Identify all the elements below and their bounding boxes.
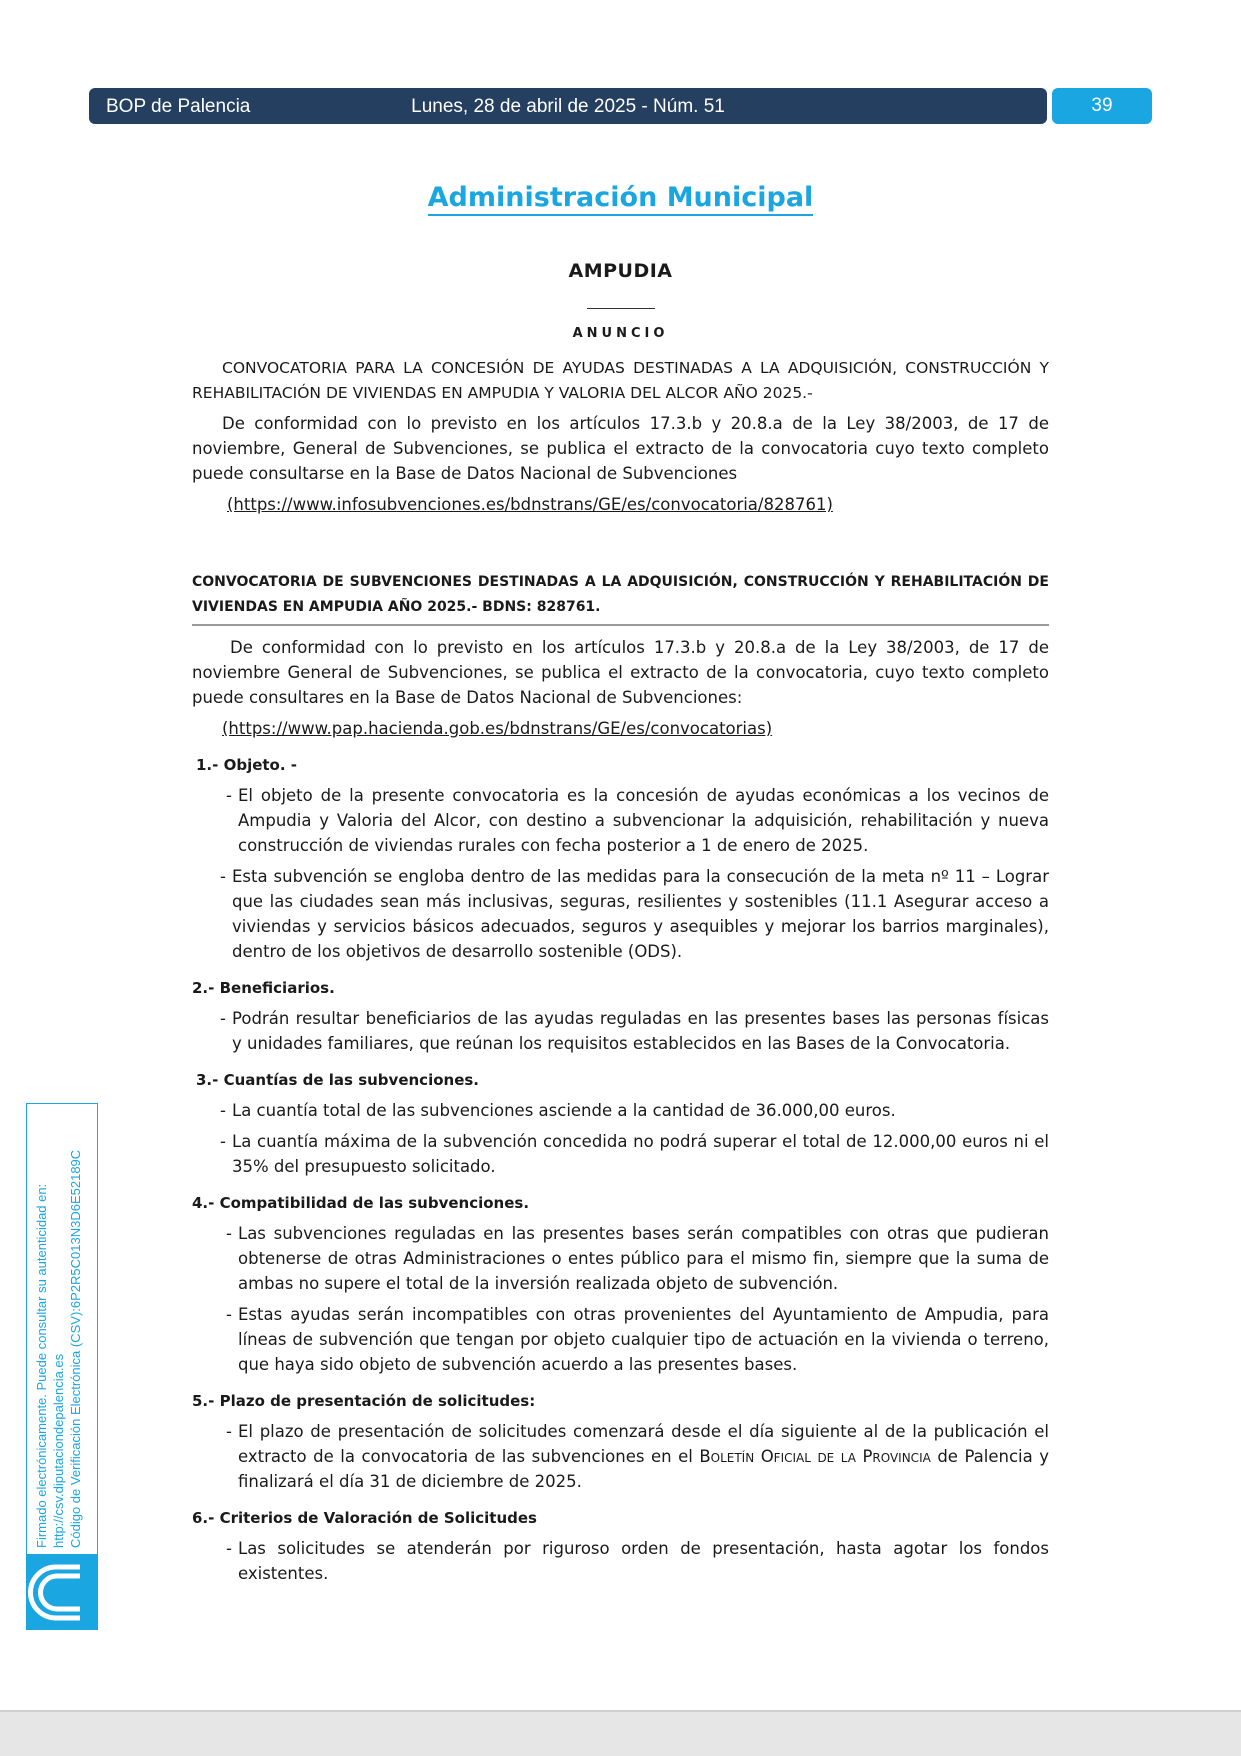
list-item: - Podrán resultar beneficiarios de las ayudas reguladas en las presentes bases las personas físicas y unidades familiares, que reúnan los requisitos establecidos en las Bases de la Convocatoria.: [220, 1009, 1049, 1053]
section-heading: 5.- Plazo de presentación de solicitudes:: [192, 1392, 536, 1410]
list-item: - Esta subvención se engloba dentro de las medidas para la consecución de la meta nº 11 – Lograr que las ciudades sean más inclusivas, seguras, resilientes y sostenibles (11.1 Asegurar acceso a viviendas y servicios básicos adecuados, seguros y asequibles y mejorar los barrios marginales), dentro de los objetivos de desarrollo sostenible (ODS).: [220, 867, 1049, 961]
diputacion-logo-icon: [26, 1555, 98, 1630]
section-title: Administración Municipal: [0, 182, 1241, 213]
list-item: - Las subvenciones reguladas en las presentes bases serán compatibles con otras que pudieran obtenerse de otras Administraciones o entes público para el mismo fin, siempre que la suma de ambas no supere el total de la inversión realizada objeto de subvención.: [226, 1224, 1049, 1293]
convocatoria-heading: CONVOCATORIA DE SUBVENCIONES DESTINADAS A LA ADQUISICIÓN, CONSTRUCCIÓN Y REHABILITACIÓN DE VIVIENDAS EN AMPUDIA AÑO 2025.- BDNS: 828761.: [192, 570, 1049, 626]
intro-link[interactable]: (https://www.infosubvenciones.es/bdnstrans/GE/es/convocatoria/828761): [227, 495, 833, 514]
section-heading: 2.- Beneficiarios.: [192, 979, 335, 997]
signature-stamp-text: Firmado electrónicamente. Puede consultar su autenticidad en: http://csv.diputaciondepalencia.es Código de Verificación Electrónica (CSV):6P2R5C013N3D6E52189C: [34, 1149, 83, 1548]
publication-name: BOP de Palencia: [106, 96, 251, 117]
list-item: - Las solicitudes se atenderán por riguroso orden de presentación, hasta agotar los fondos existentes.: [226, 1539, 1049, 1583]
section-heading: 4.- Compatibilidad de las subvenciones.: [192, 1194, 530, 1212]
issue-date-number: Lunes, 28 de abril de 2025 - Núm. 51: [411, 96, 725, 117]
list-item: - El objeto de la presente convocatoria es la concesión de ayudas económicas a los vecinos de Ampudia y Valoria del Alcor, con destino a subvencionar la adquisición, rehabilitación y nueva construcción de viviendas rurales con fecha posterior a 1 de enero de 2025.: [226, 786, 1049, 855]
section-heading: 3.- Cuantías de las subvenciones.: [196, 1071, 479, 1089]
list-item: - La cuantía total de las subvenciones asciende a la cantidad de 36.000,00 euros.: [220, 1101, 896, 1120]
convocatoria-link[interactable]: (https://www.pap.hacienda.gob.es/bdnstrans/GE/es/convocatorias): [222, 719, 773, 738]
document-body: [192, 356, 1049, 1592]
header-bar: [89, 88, 1047, 124]
list-item: - La cuantía máxima de la subvención concedida no podrá superar el total de 12.000,00 euros ni el 35% del presupuesto solicitado.: [220, 1132, 1049, 1176]
convocatoria-paragraph: De conformidad con lo previsto en los artículos 17.3.b y 20.8.a de la Ley 38/2003, de 17 de noviembre General de Subvenciones, se publica el extracto de la convocatoria, cuyo texto completo puede consultares en la Base de Datos Nacional de Subvenciones:: [192, 638, 1049, 707]
bulletin-name: Boletín Oficial de la Provincia: [699, 1447, 931, 1466]
divider: [587, 308, 655, 309]
viewer-bottom-bar: [0, 1710, 1241, 1756]
municipality-name: AMPUDIA: [568, 260, 673, 282]
list-item: - Estas ayudas serán incompatibles con otras provenientes del Ayuntamiento de Ampudia, para líneas de subvención que tengan por objeto cualquier tipo de actuación en la vivienda o terreno, que haya sido objeto de subvención acuerdo a las presentes bases.: [226, 1305, 1049, 1374]
section-heading: 6.- Criterios de Valoración de Solicitudes: [192, 1509, 537, 1527]
page-number: 39: [1052, 88, 1152, 124]
notice-label: ANUNCIO: [572, 326, 669, 341]
section-heading: 1.- Objeto. -: [196, 756, 298, 774]
intro-title: CONVOCATORIA PARA LA CONCESIÓN DE AYUDAS DESTINADAS A LA ADQUISICIÓN, CONSTRUCCIÓN Y REHABILITACIÓN DE VIVIENDAS EN AMPUDIA Y VALORIA DEL ALCOR AÑO 2025.-: [192, 359, 1049, 402]
list-item: - El plazo de presentación de solicitudes comenzará desde el día siguiente al de la publicación el extracto de la convocatoria de las subvenciones en el Boletín Oficial de la Provincia de Palencia y finalizará el día 31 de diciembre de 2025.: [226, 1422, 1049, 1491]
intro-paragraph: De conformidad con lo previsto en los artículos 17.3.b y 20.8.a de la Ley 38/2003, de 17 de noviembre, General de Subvenciones, se publica el extracto de la convocatoria cuyo texto completo puede consultarse en la Base de Datos Nacional de Subvenciones: [192, 414, 1049, 483]
signature-stamp: [26, 1103, 98, 1555]
